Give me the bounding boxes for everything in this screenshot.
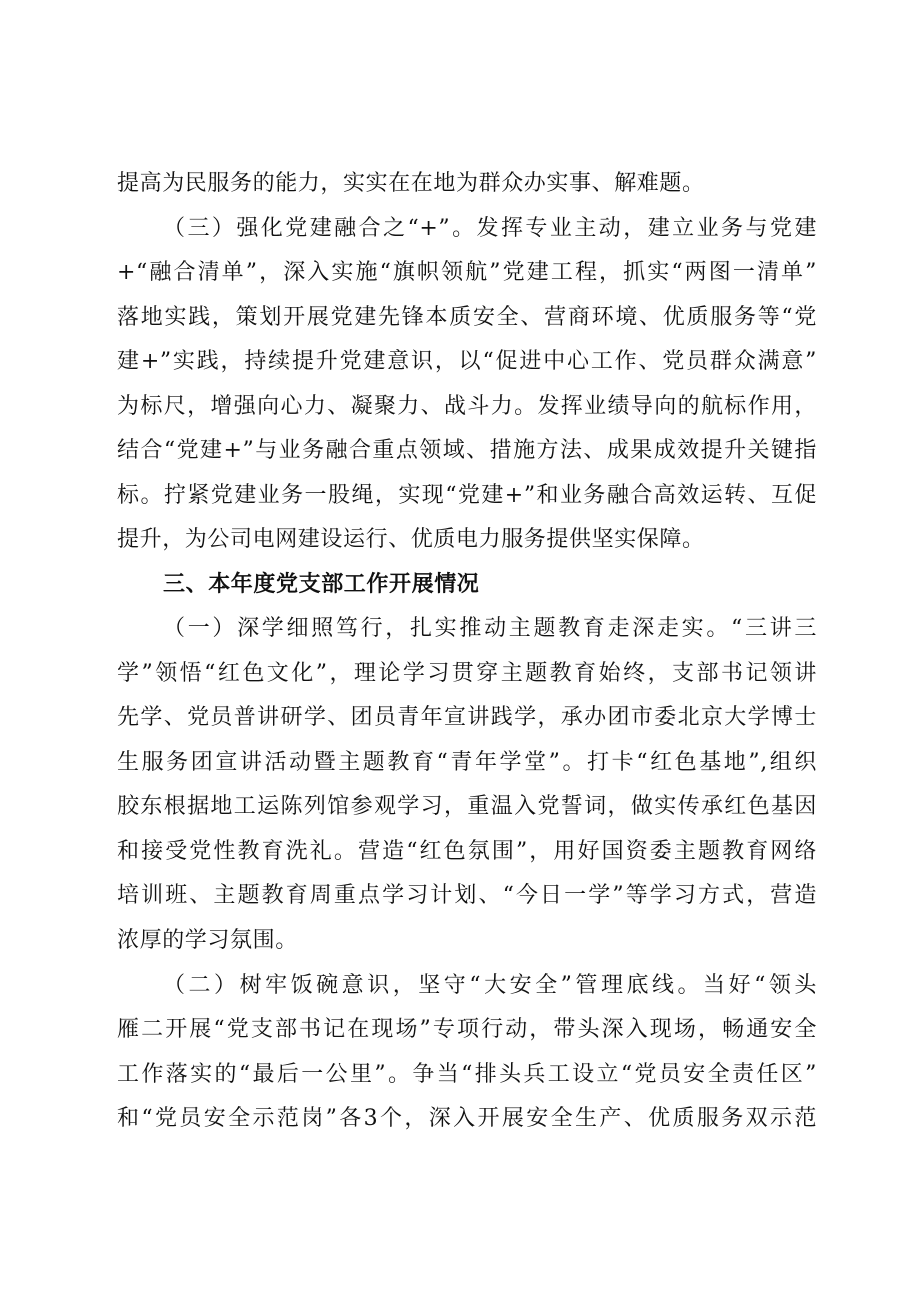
paragraph-line: 生服务团宣讲活动暨主题教育“青年学堂”。打卡“红色基地”,组织 — [117, 750, 817, 775]
paragraph-line: 和“党员安全示范岗”各3个，深入开展安全生产、优质服务双示范 — [117, 1106, 817, 1131]
paragraph-line: 提高为民服务的能力，实实在在地为群众办实事、解难题。 — [117, 171, 705, 196]
paragraph-line: 胶东根据地工运陈列馆参观学习，重温入党誓词，做实传承红色基因 — [117, 794, 817, 819]
paragraph-line: 结合“党建+”与业务融合重点领域、措施方法、成果成效提升关键指 — [117, 438, 817, 463]
paragraph-line: 学”领悟“红色文化”，理论学习贯穿主题教育始终，支部书记领讲 — [117, 661, 817, 686]
paragraph-line: 雁二开展“党支部书记在现场”专项行动，带头深入现场，畅通安全 — [117, 1017, 817, 1042]
paragraph-line: 先学、党员普讲研学、团员青年宣讲践学，承办团市委北京大学博士 — [117, 705, 817, 730]
paragraph-line: 培训班、主题教育周重点学习计划、“今日一学”等学习方式，营造 — [117, 883, 817, 908]
paragraph-line: 标。拧紧党建业务一股绳，实现“党建+”和业务融合高效运转、互促 — [117, 483, 817, 508]
paragraph-line: 浓厚的学习氛围。 — [117, 928, 298, 953]
section-heading: 三、本年度党支部工作开展情况 — [163, 572, 480, 597]
paragraph-line: 提升，为公司电网建设运行、优质电力服务提供坚实保障。 — [117, 527, 705, 552]
paragraph-line: 为标尺，增强向心力、凝聚力、战斗力。发挥业绩导向的航标作用， — [117, 394, 817, 419]
paragraph-line: +“融合清单”，深入实施“旗帜领航”党建工程，抓实“两图一清单” — [117, 260, 817, 285]
paragraph-line: 和接受党性教育洗礼。营造“红色氛围”，用好国资委主题教育网络 — [117, 839, 817, 864]
paragraph-line: （三）强化党建融合之“+”。发挥专业主动，建立业务与党建 — [163, 216, 817, 241]
paragraph-line: （一）深学细照笃行，扎实推动主题教育走深走实。“三讲三 — [163, 616, 817, 641]
paragraph-line: 落地实践，策划开展党建先锋本质安全、营商环境、优质服务等“党 — [117, 305, 817, 330]
paragraph-line: 工作落实的“最后一公里”。争当“排头兵工设立“党员安全责任区” — [117, 1062, 817, 1087]
paragraph-line: （二）树牢饭碗意识，坚守“大安全”管理底线。当好“领头 — [163, 973, 817, 998]
paragraph-line: 建+”实践，持续提升党建意识，以“促进中心工作、党员群众满意” — [117, 349, 817, 374]
